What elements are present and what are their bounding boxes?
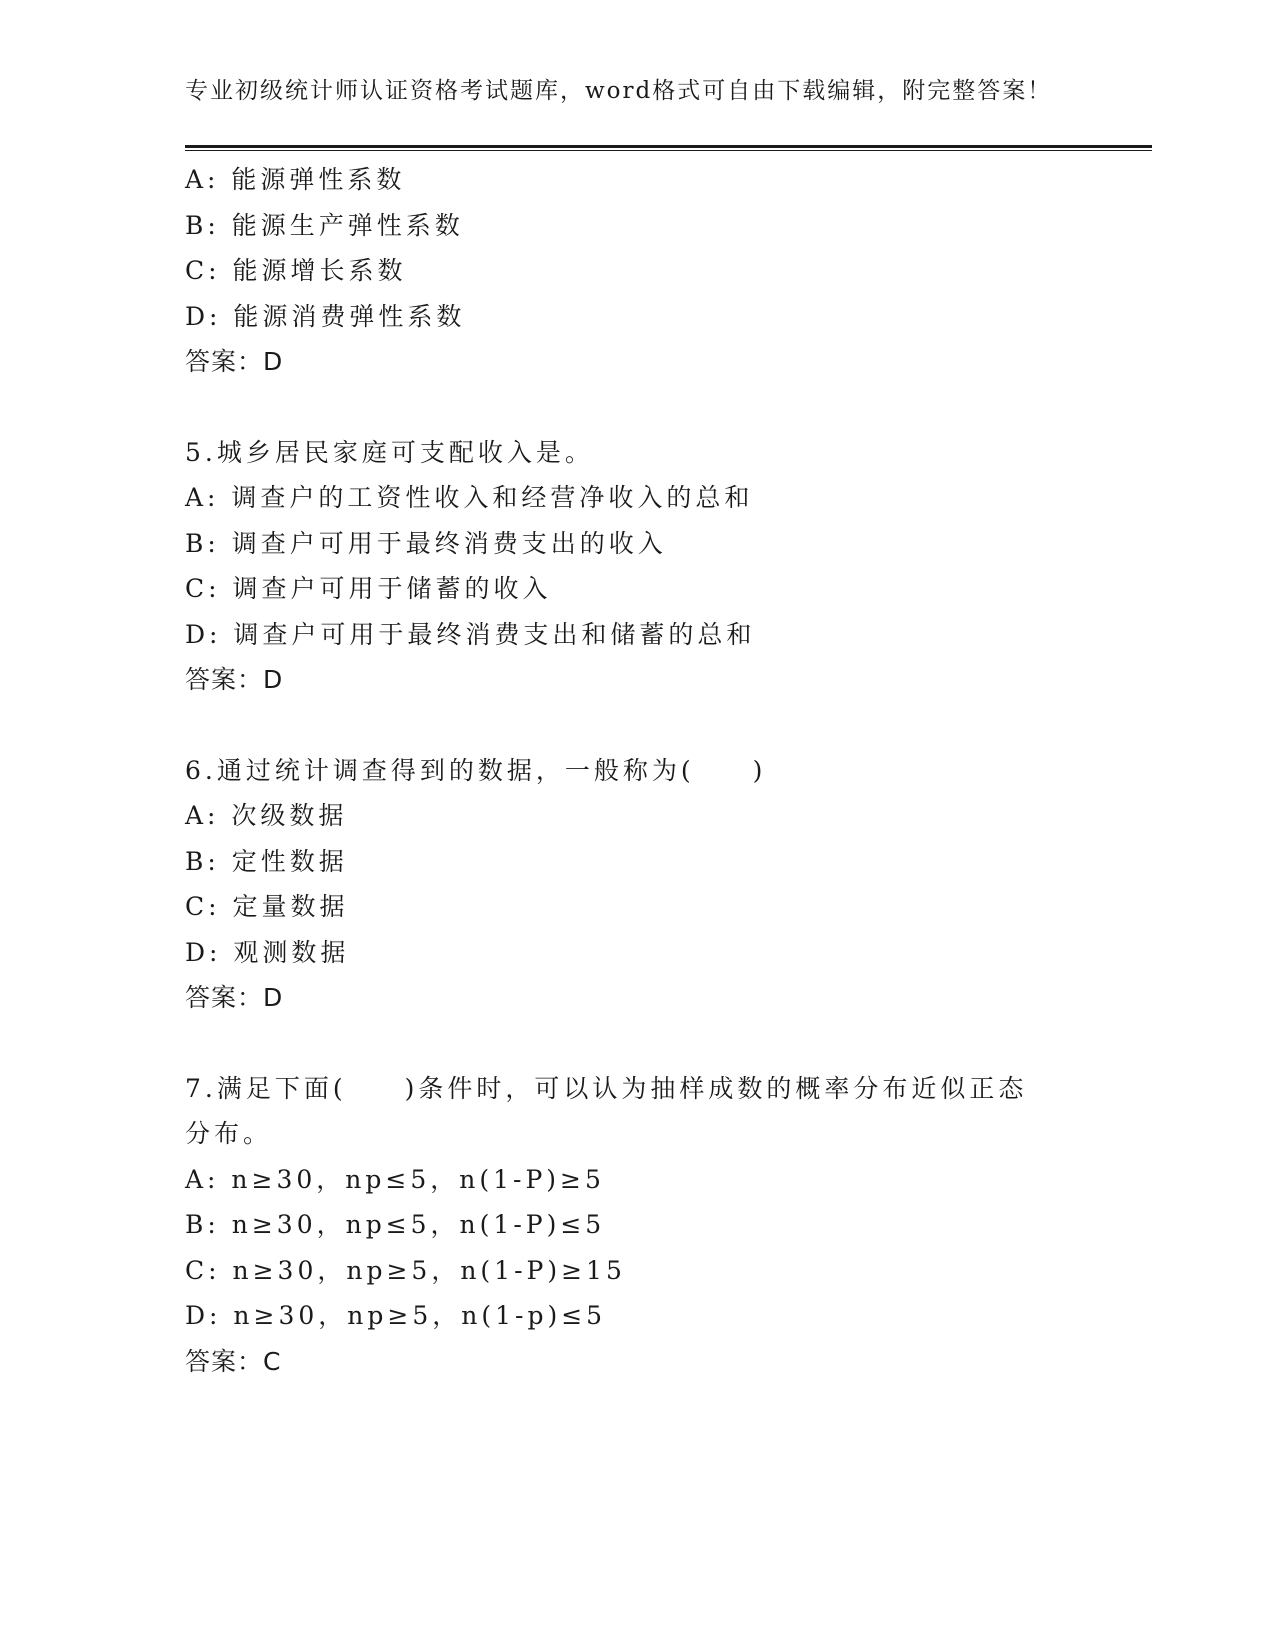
question-block-7 bbox=[185, 1066, 1085, 1385]
answer-line: 答案：D bbox=[185, 665, 284, 694]
option-c: C: 定量数据 bbox=[185, 892, 349, 921]
question-text: 6.通过统计调查得到的数据，一般称为( ) bbox=[185, 755, 767, 785]
option-a: A: 调查户的工资性收入和经营净收入的总和 bbox=[185, 483, 754, 512]
option-b: B: 定性数据 bbox=[185, 846, 348, 876]
question-block-5 bbox=[185, 430, 1085, 703]
question-block-6 bbox=[185, 748, 1085, 1021]
answer-line: 答案：D bbox=[185, 983, 284, 1012]
question-list bbox=[185, 157, 1085, 1384]
question-text: 5.城乡居民家庭可支配收入是。 bbox=[185, 437, 594, 467]
option-a: A: 能源弹性系数 bbox=[185, 165, 406, 194]
document-header: 专业初级统计师认证资格考试题库，word格式可自由下载编辑，附完整答案！ bbox=[185, 78, 1053, 104]
option-d: D: 能源消费弹性系数 bbox=[185, 301, 466, 331]
option-a: A: n≥30，np≤5，n(1-P)≥5 bbox=[185, 1164, 605, 1194]
option-c: C: n≥30，np≥5，n(1-P)≥15 bbox=[185, 1255, 626, 1285]
option-b: B: n≥30，np≤5，n(1-P)≤5 bbox=[185, 1210, 606, 1239]
option-a: A: 次级数据 bbox=[185, 801, 348, 830]
answer-line: 答案：C bbox=[185, 1346, 282, 1376]
question-block-4 bbox=[185, 157, 1085, 385]
option-d: D: 调查户可用于最终消费支出和储蓄的总和 bbox=[185, 619, 756, 649]
option-b: B: 能源生产弹性系数 bbox=[185, 210, 464, 240]
header-divider-thick bbox=[185, 145, 1152, 148]
question-text: 7.满足下面( )条件时，可以认为抽样成数的概率分布近似正态分布。 bbox=[185, 1073, 1028, 1148]
option-d: D: 观测数据 bbox=[185, 937, 350, 967]
answer-line: 答案：D bbox=[185, 347, 284, 376]
option-c: C: 调查户可用于储蓄的收入 bbox=[185, 574, 552, 603]
option-b: B: 调查户可用于最终消费支出的收入 bbox=[185, 528, 667, 558]
option-c: C: 能源增长系数 bbox=[185, 256, 407, 285]
option-d: D: n≥30，np≥5，n(1-p)≤5 bbox=[185, 1301, 607, 1330]
header-divider-thin bbox=[185, 150, 1152, 151]
